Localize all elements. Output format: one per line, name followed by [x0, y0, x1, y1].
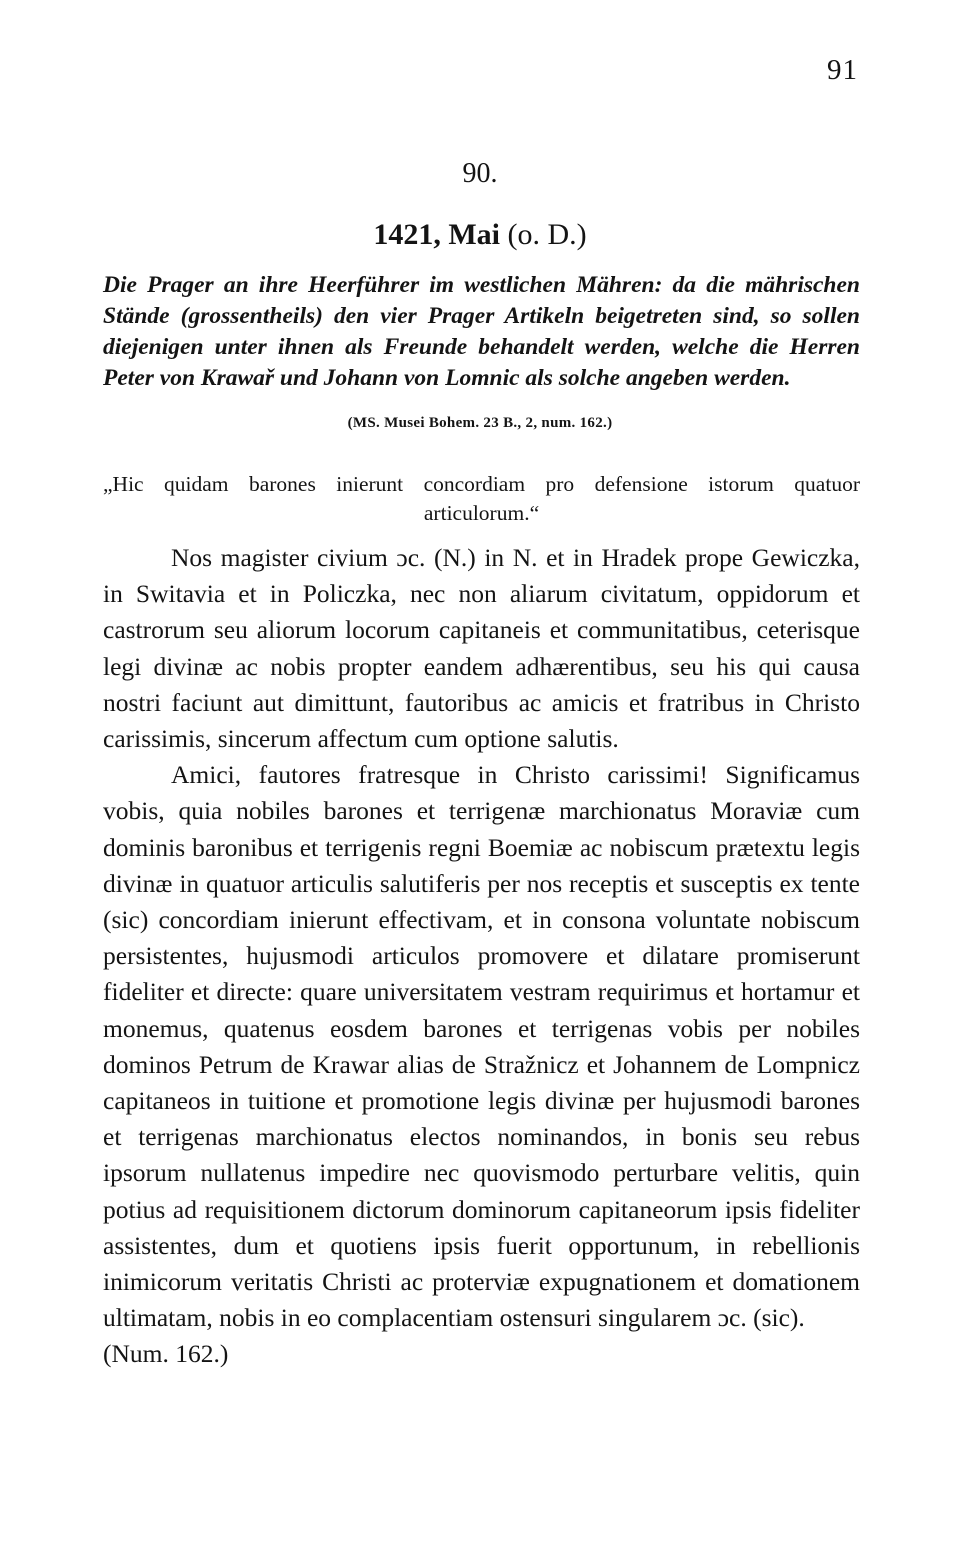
date-main: 1421, Mai — [373, 218, 500, 251]
document-number: 90. — [462, 158, 498, 189]
archival-note-quote: „Hic quidam barones inierunt concordiam pro defensione istorum quatuor articulorum.“ — [103, 472, 860, 525]
date-note: (o. D.) — [500, 218, 587, 251]
regest-summary: Die Prager an ihre Heerführer im westlichen Mähren: da die mährischen Stände (grossentheils) den vier Prager Artikeln beigetreten sind, so sollen diejenigen unter ihnen als Freunde behandelt werden, welche die Herren Peter von Krawař und Johann von Lomnic als solche angeben werden. — [103, 272, 860, 391]
paragraph-main-text: Amici, fautores fratresque in Christo carissimi! Significamus vobis, quia nobiles barones et terrigenæ marchionatus Moraviæ cum dominis baronibus et terrigenis regni Boemiæ ac nobiscum prætextu legis divinæ in quatuor articulis salutiferis per nos receptis et susceptis ex tente (sic) concordiam inierunt effectivam, et in consona voluntate nobiscum persistentes, hujusmodi articulos promovere et dilatare promiserunt fideliter et directe: quare universitatem vestram requirimus et hortamur et monemus, quatenus eosdem barones et terrigenas vobis per nobiles dominos Petrum de Krawar alias de Stražnicz et Johannem de Lompnicz capitaneos in tuitione et promotione legis divinæ per hujusmodi barones et terrigenas marchionatus electos nominandos, in bonis seu rebus ipsorum nullatenus impedire nec quovismodo perturbare velitis, quin potius ad requisitionem dictorum dominorum capitaneorum ipsis fideliter assistentes, dum et quotiens ipsis fuerit opportunum, in rebellionis inimicorum veritatis Christi ac proterviæ expugnationem et domationem ultimatam, nobis in eo complacentiam ostensuri singularem ɔc. — [103, 760, 860, 1333]
closing-reference: (Num. 162.) — [103, 1339, 229, 1369]
letter-body — [103, 540, 860, 1373]
paragraph-salutation: Nos magister civium ɔc. (N.) in N. et in Hradek prope Gewiczka, in Switavia et in Policzka, nec non aliarum civitatum, oppidorum et castrorum seu aliorum locorum capitaneis et communitatibus, ceterisque legi divinæ ac nobis propter eandem adhærentibus, seu his qui causa nostri faciunt aut dimittunt, fautoribus ac amicis et fratribus in Christo carissimis, sincerum affectum cum optione salutis. — [103, 543, 860, 754]
page-number: 91 — [827, 54, 858, 86]
date-heading — [0, 218, 960, 252]
source-reference: (MS. Musei Bohem. 23 B., 2, num. 162.) — [347, 415, 613, 431]
paragraph-main-sic: (sic). — [746, 1303, 805, 1333]
paragraph-main — [103, 757, 860, 1372]
